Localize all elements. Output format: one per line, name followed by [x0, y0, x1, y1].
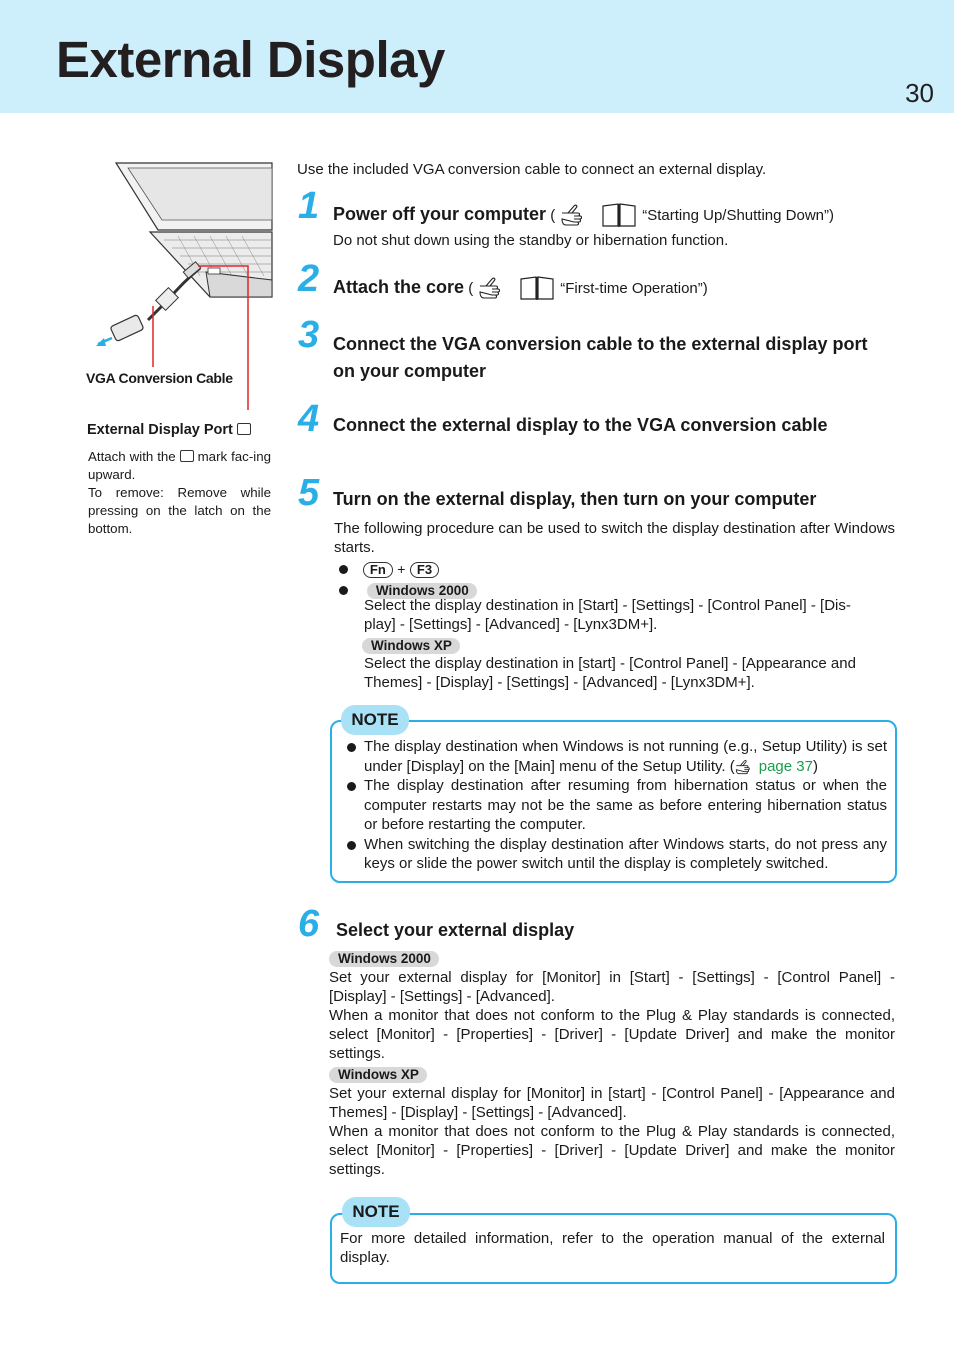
port-label [87, 422, 251, 438]
step-number: 4 [298, 398, 320, 440]
monitor-port-icon [237, 423, 251, 435]
note-text: For more detailed information, refer to the operation manual of the external display. [340, 1230, 885, 1266]
note-text: The display destination when Windows is not running (e.g., Setup Utility) is set under [Display] on the [Main] menu of the Setup Utility. ( [364, 738, 887, 775]
bullet-icon [339, 586, 348, 595]
shortcut-row [339, 561, 439, 579]
os-badge-row [329, 950, 439, 968]
monitor-port-icon [180, 450, 194, 462]
step-body: The following procedure can be used to switch the display destination after Windows starts. [334, 520, 895, 556]
page-header [0, 0, 954, 113]
hand-pointer-icon [735, 759, 759, 775]
bullet-icon [347, 782, 356, 791]
plus-sign: + [397, 561, 406, 577]
os-badge-row [329, 1066, 427, 1084]
page-number: 30 [905, 78, 934, 108]
key-f3: F3 [410, 562, 439, 578]
instruction-paragraph: When a monitor that does not conform to the Plug & Play standards is connected, select [Monitor] - [Properties] - [Driver] - [Update Driver] and make the monitor settings. [329, 1007, 895, 1062]
os-badge: Windows XP [329, 1067, 427, 1083]
note-text: When switching the display destination after Windows starts, do not press any keys or slide the power switch until the display is completely switched. [364, 835, 887, 872]
step-body: Do not shut down using the standby or hibernation function. [333, 232, 729, 249]
instruction-paragraph: Set your external display for [Monitor] in [start] - [Control Panel] - [Appearance and Themes] - [Display] - [Settings] - [Advanced]. [329, 1085, 895, 1121]
os-badge: Windows 2000 [367, 583, 477, 599]
step-title-text: Attach the core [333, 276, 465, 297]
note-list [347, 737, 887, 874]
instruction-line: Select the display destination in [start] - [Control Panel] - [Appearance and [364, 655, 856, 672]
step-title [333, 202, 834, 228]
os-badge: Windows 2000 [329, 951, 439, 967]
instruction-line: Select the display destination in [Start] - [Settings] - [Control Panel] - [Dis- [364, 597, 851, 614]
os-instruction [364, 654, 856, 692]
attach-text-b: mark fac-ing upward. [88, 449, 272, 482]
hand-pointer-icon [478, 277, 514, 299]
note-item [347, 737, 887, 776]
step-title-text: Power off your computer [333, 203, 547, 224]
bullet-icon [339, 565, 348, 574]
ref-text: “First-time Operation”) [560, 279, 708, 297]
step-number: 6 [298, 903, 320, 945]
os-instruction [329, 1084, 895, 1179]
os-badge: Windows XP [362, 638, 460, 654]
note-item [347, 835, 887, 874]
ref-open: ( [464, 279, 474, 297]
instruction-paragraph: When a monitor that does not conform to the Plug & Play standards is connected, select [Monitor] - [Properties] - [Driver] - [Update Driver] and make the monitor settings. [329, 1123, 895, 1178]
cable-label: VGA Conversion Cable [86, 370, 233, 386]
step-title [333, 275, 708, 301]
step-number: 2 [298, 258, 320, 300]
manual-book-icon [519, 275, 555, 301]
bullet-icon [347, 841, 356, 850]
attach-text-a: Attach with the [88, 449, 176, 464]
note-label: NOTE [341, 705, 409, 735]
step-number: 5 [298, 472, 320, 514]
ref-text: “Starting Up/Shutting Down”) [642, 206, 834, 224]
ref-open: ( [546, 206, 556, 224]
manual-book-icon [601, 202, 637, 228]
page-title: External Display [56, 31, 445, 88]
hand-pointer-icon [560, 204, 596, 226]
step-number: 1 [298, 185, 320, 227]
step-title-line: on your computer [333, 361, 487, 381]
port-label-text: External Display Port [87, 422, 233, 438]
page-link[interactable]: page 37 [758, 757, 813, 775]
note-label: NOTE [342, 1197, 410, 1227]
step-title: Connect the external display to the VGA conversion cable [333, 415, 828, 435]
instruction-line: Themes] - [Display] - [Settings] - [Advanced] - [Lynx3DM+]. [364, 674, 755, 691]
bullet-icon [347, 743, 356, 752]
step-title-line: Connect the VGA conversion cable to the external display port [333, 334, 868, 354]
key-fn: Fn [363, 562, 393, 578]
note-item [347, 776, 887, 835]
os-badge-row [362, 637, 460, 655]
step-title: Select your external display [336, 920, 575, 940]
instruction-line: play] - [Settings] - [Advanced] - [Lynx3DM+]. [364, 616, 658, 633]
os-instruction [329, 968, 895, 1063]
step-title: Turn on the external display, then turn on your computer [333, 489, 817, 509]
note-text: ) [812, 757, 818, 775]
step-title [333, 331, 867, 385]
note-text: The display destination after resuming from hibernation status or when the computer restarts may not be the same as before entering hibernation status or before restarting the computer. [364, 777, 887, 833]
attach-instruction [88, 448, 271, 484]
step-number: 3 [298, 314, 320, 356]
intro-text: Use the included VGA conversion cable to connect an external display. [297, 161, 767, 178]
remove-instruction: To remove: Remove while pressing on the latch on the bottom. [88, 485, 271, 536]
instruction-paragraph: Set your external display for [Monitor] in [Start] - [Settings] - [Control Panel] - [Display] - [Settings] - [Advanced]. [329, 969, 895, 1005]
os-instruction [364, 596, 851, 634]
